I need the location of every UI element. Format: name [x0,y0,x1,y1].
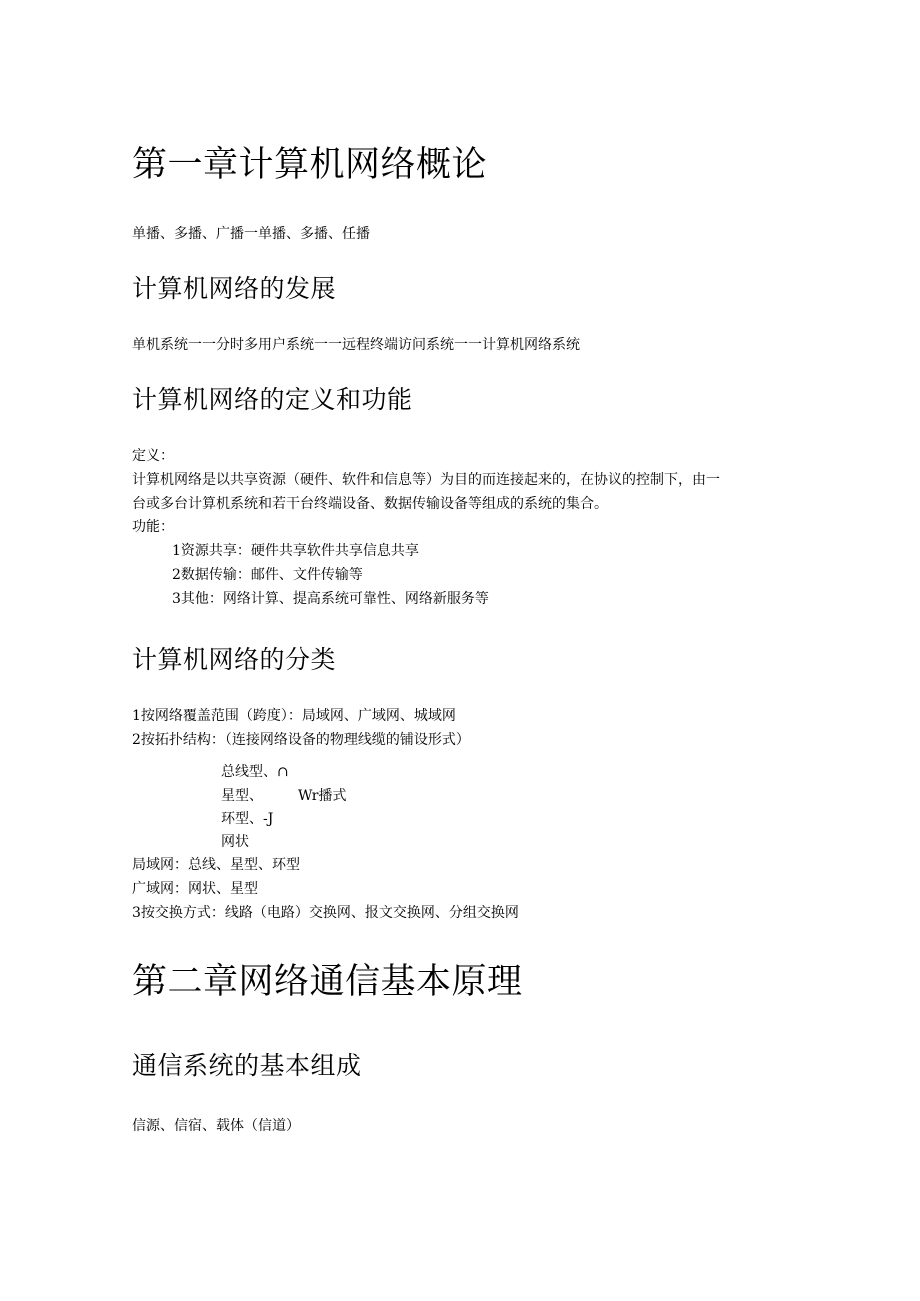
section-components-heading: 通信系统的基本组成 [132,1051,362,1080]
function-item: 2数据传输：邮件、文件传输等 [172,567,363,583]
chapter1-intro: 单播、多播、广播一单播、多播、任播 [132,226,370,242]
chapter1-title: 第一章计算机网络概论 [132,145,488,185]
function-item: 3其他：网络计算、提高系统可靠性、网络新服务等 [172,591,489,607]
broadcast-note: Wr播式 [298,788,347,804]
topology-item: 星型、 [221,788,263,804]
topology-item: 环型、-J [221,811,274,827]
classification-item2: 2按拓扑结构：（连接网络设备的物理线缆的铺设形式） [132,732,470,748]
section-components-text: 信源、信宿、载体（信道） [132,1118,300,1134]
section-development-text: 单机系统一一分时多用户系统一一远程终端访问系统一一计算机网络系统 [132,337,580,353]
topology-item: 总线型、∩ [221,764,289,780]
function-label: 功能： [132,519,174,535]
classification-item1: 1按网络覆盖范围（跨度）：局域网、广域网、城域网 [132,708,456,724]
section-development-heading: 计算机网络的发展 [132,274,337,303]
section-definition-heading: 计算机网络的定义和功能 [132,385,413,414]
definition-text-line2: 台或多台计算机系统和若干台终端设备、数据传输设备等组成的系统的集合。 [132,496,608,512]
section-classification-heading: 计算机网络的分类 [132,645,337,674]
lan-topologies: 局域网：总线、星型、环型 [132,857,300,873]
definition-text-line1: 计算机网络是以共享资源（硬件、软件和信息等）为目的而连接起来的，在协议的控制下，由一 [132,472,720,488]
function-item: 1资源共享：硬件共享软件共享信息共享 [172,543,419,559]
classification-item3: 3按交换方式：线路（电路）交换网、报文交换网、分组交换网 [132,905,519,921]
chapter2-title: 第二章网络通信基本原理 [132,962,523,1002]
topology-item: 网状 [221,834,249,850]
definition-label: 定义： [132,448,174,464]
wan-topologies: 广域网：网状、星型 [132,881,258,897]
